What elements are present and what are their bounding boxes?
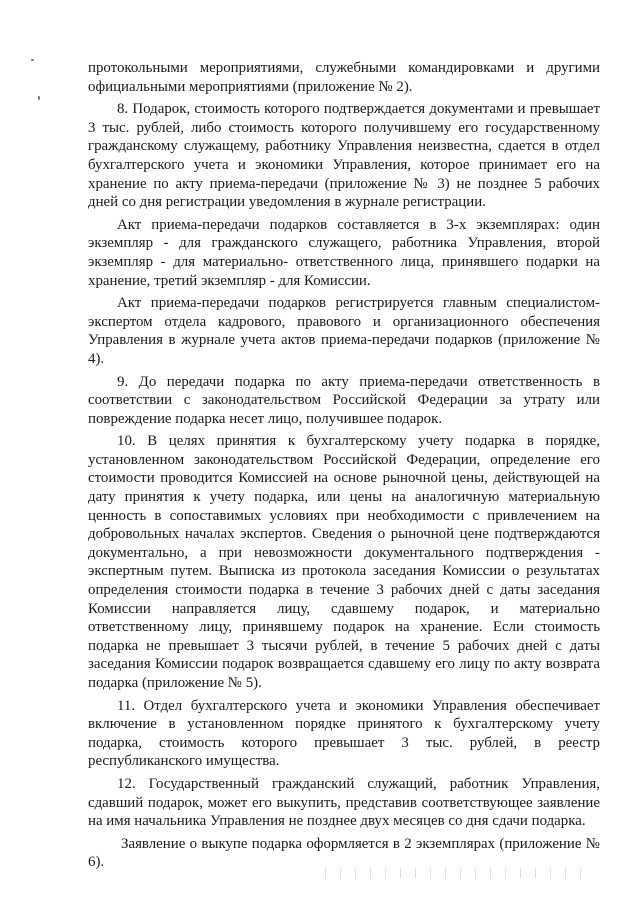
paragraph-buyout-application: Заявление о выкупе подарка оформляется в 2 экземплярах (приложение № 6). (88, 835, 600, 871)
document-body (88, 59, 600, 876)
paragraph-item-8: 8. Подарок, стоимость которого подтверждается документами и превышает 3 тыс. рублей, либо стоимость которого получившему его государственному гражданскому служащему, работнику Управления неизвестна, сдается в отдел бухгалтерского учета и экономики Управления, которое принимает его на хранение по акту приема-передачи (приложение № 3) не позднее 5 рабочих дней со дня регистрации уведомления в журнале регистрации. (88, 101, 600, 211)
scan-speck (38, 96, 40, 100)
paragraph-act-registration: Акт приема-передачи подарков регистрируется главным специалистом-экспертом отдела кадрового, правового и организационного обеспечения Управления в журнале учета актов приема-передачи подарков (приложение № 4). (88, 295, 600, 367)
paragraph-act-copies: Акт приема-передачи подарков составляется в 3-х экземплярах: один экземпляр - для гражданского служащего, работника Управления, второй экземпляр - для материально- ответственного лица, принявшего подарки на хранение, третий экземпляр - для Комиссии. (88, 216, 600, 289)
paragraph-continuation: протокольными мероприятиями, служебными командировками и другими официальными мероприятиями (приложение № 2). (88, 60, 600, 95)
paragraph-item-12: 12. Государственный гражданский служащий, работник Управления, сдавший подарок, может его выкупить, представив соответствующее заявление на имя начальника Управления не позднее двух месяцев со дня сдачи подарка. (88, 775, 600, 830)
scan-noise (318, 868, 588, 878)
paragraph-item-11: 11. Отдел бухгалтерского учета и экономики Управления обеспечивает включение в установленном порядке принятого к бухгалтерскому учету подарка, стоимость которого превышает 3 тыс. рублей, в реестр республиканского имущества. (88, 697, 600, 770)
paragraph-item-9: 9. До передачи подарка по акту приема-передачи ответственность в соответствии с законодательством Российской Федерации за утрату или повреждение подарка несет лицо, получившее подарок. (88, 373, 600, 427)
paragraph-item-10: 10. В целях принятия к бухгалтерскому учету подарка в порядке, установленном законодательством Российской Федерации, определение его стоимости проводится Комиссией на основе рыночной цены, действующей на дату принятия к учету подарка, или цены на аналогичную материальную ценность в сопоставимых условиях при необходимости с привлечением на добровольных началах экспертов. Сведения о рыночной цене подтверждаются документально, а при невозможности документального подтверждения - экспертным путем. Выписка из протокола заседания Комиссии о результатах определения стоимости подарка в течение 3 рабочих дней с даты заседания Комиссии направляется лицу, сдавшему подарок, и материально ответственному лицу, принявшему подарок на хранение. Если стоимость подарка не превышает 3 тысячи рублей, в течение 5 рабочих дней с даты заседания Комиссии подарок возвращается сдавшему его лицу по акту возврата подарка (приложение № 5). (88, 433, 600, 691)
scan-speck (31, 59, 34, 61)
